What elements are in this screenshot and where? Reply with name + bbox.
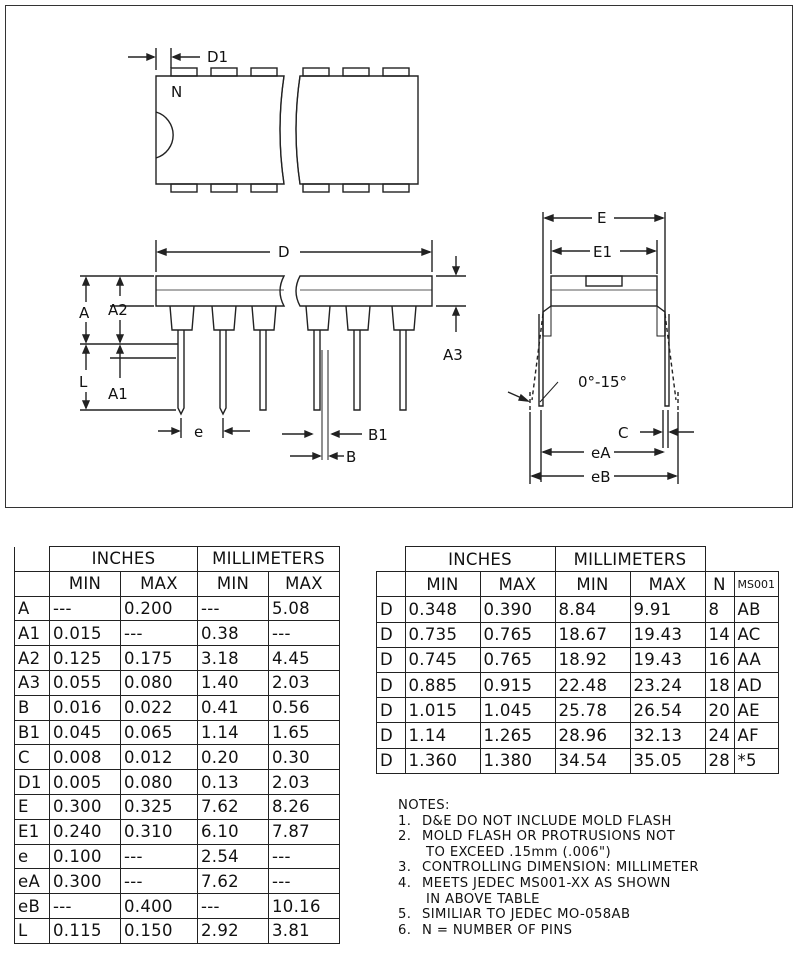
table-cell: ---	[50, 894, 121, 919]
table-cell: 0.300	[50, 794, 121, 819]
table-cell: ---	[269, 844, 340, 869]
note-number: 1.	[398, 813, 412, 829]
header-millimeters: MILLIMETERS	[555, 547, 705, 572]
table-cell: 1.045	[480, 698, 555, 723]
table-cell: 1.015	[405, 698, 480, 723]
table-cell: 7.62	[198, 794, 269, 819]
table-cell: ---	[198, 894, 269, 919]
table-subheader-row	[15, 571, 340, 596]
label-E: E	[597, 209, 607, 227]
table-cell: AD	[734, 672, 778, 697]
table-cell: 0.915	[480, 672, 555, 697]
table-cell: 0.016	[50, 695, 121, 720]
label-e: e	[194, 423, 204, 441]
table-row	[15, 720, 340, 745]
row-symbol: A3	[15, 670, 50, 695]
table-cell: 7.62	[198, 869, 269, 894]
table-cell: 24	[705, 723, 734, 748]
table-cell: 2.03	[269, 670, 340, 695]
table-header-row	[377, 547, 779, 572]
table-cell: 8.26	[269, 794, 340, 819]
note-text: MOLD FLASH OR PROTRUSIONS NOT	[422, 829, 676, 845]
table-header-row	[15, 547, 340, 572]
table-cell: 0.022	[121, 695, 198, 720]
header-inches: INCHES	[405, 547, 555, 572]
label-N: N	[171, 83, 183, 101]
note-text: SIMILIAR TO JEDEC MO-058AB	[422, 907, 631, 923]
header-ms001: MS001	[734, 572, 778, 597]
row-symbol: D	[377, 723, 406, 748]
table-row	[15, 695, 340, 720]
table-row	[377, 698, 779, 723]
note-number: 4.	[398, 875, 412, 891]
end-view	[508, 209, 694, 486]
row-symbol: A	[15, 596, 50, 621]
notes-list	[398, 814, 699, 939]
note-line	[398, 829, 699, 845]
table-cell: 0.30	[269, 745, 340, 770]
note-line	[398, 892, 699, 908]
table-cell: ---	[121, 621, 198, 646]
table-cell: AE	[734, 698, 778, 723]
table-cell: 0.200	[121, 596, 198, 621]
table-cell: 0.240	[50, 819, 121, 844]
table-cell: 32.13	[630, 723, 705, 748]
note-line	[398, 876, 699, 892]
note-line	[398, 923, 699, 939]
side-view	[79, 240, 466, 466]
table-row	[15, 646, 340, 671]
table-cell: 22.48	[555, 672, 630, 697]
header-max: MAX	[480, 572, 555, 597]
table-cell: AF	[734, 723, 778, 748]
table-cell: 2.03	[269, 770, 340, 795]
row-symbol: D	[377, 622, 406, 647]
label-E1: E1	[593, 243, 613, 261]
dimensions-table-body	[15, 596, 340, 943]
table-row	[377, 748, 779, 773]
table-cell: ---	[121, 869, 198, 894]
note-text: CONTROLLING DIMENSION: MILLIMETER	[422, 860, 699, 876]
table-cell: 0.100	[50, 844, 121, 869]
table-cell: 0.310	[121, 819, 198, 844]
table-row	[15, 745, 340, 770]
note-text: MEETS JEDEC MS001-XX AS SHOWN	[422, 875, 671, 891]
header-max: MAX	[269, 571, 340, 596]
label-angle: 0°-15°	[578, 373, 628, 391]
table-cell: ---	[50, 596, 121, 621]
table-cell: 25.78	[555, 698, 630, 723]
table-cell: 0.175	[121, 646, 198, 671]
note-number: 6.	[398, 922, 412, 938]
note-number: 2.	[398, 829, 412, 845]
row-symbol: D	[377, 748, 406, 773]
table-cell: 8.84	[555, 597, 630, 622]
table-cell: ---	[121, 844, 198, 869]
table-cell: 0.885	[405, 672, 480, 697]
table-cell: 1.14	[198, 720, 269, 745]
header-max: MAX	[630, 572, 705, 597]
header-min: MIN	[198, 571, 269, 596]
table-cell: 0.348	[405, 597, 480, 622]
table-row	[377, 723, 779, 748]
table-cell: 0.735	[405, 622, 480, 647]
table-cell: AC	[734, 622, 778, 647]
table-cell: 28	[705, 748, 734, 773]
package-length-table	[376, 546, 779, 774]
table-cell: *5	[734, 748, 778, 773]
table-cell: 18.92	[555, 647, 630, 672]
table-cell: 34.54	[555, 748, 630, 773]
table-cell: 3.81	[269, 918, 340, 943]
table-cell: ---	[269, 621, 340, 646]
note-line	[398, 860, 699, 876]
table-cell: 0.125	[50, 646, 121, 671]
notes	[398, 798, 699, 938]
table-cell: 26.54	[630, 698, 705, 723]
table-subheader-row	[377, 572, 779, 597]
table-cell: 0.745	[405, 647, 480, 672]
note-number: 5.	[398, 907, 412, 923]
table-cell: 0.13	[198, 770, 269, 795]
table-cell: 0.400	[121, 894, 198, 919]
table-row	[15, 918, 340, 943]
table-cell: 0.20	[198, 745, 269, 770]
table-cell: 0.765	[480, 647, 555, 672]
table-cell: 16	[705, 647, 734, 672]
header-min: MIN	[555, 572, 630, 597]
table-row	[15, 844, 340, 869]
table-cell: 23.24	[630, 672, 705, 697]
table-cell: 0.150	[121, 918, 198, 943]
table-cell: 14	[705, 622, 734, 647]
label-D1: D1	[207, 48, 229, 66]
table-cell: AB	[734, 597, 778, 622]
table-cell: 0.012	[121, 745, 198, 770]
row-symbol: D	[377, 597, 406, 622]
dimensions-table	[14, 546, 340, 944]
label-B: B	[346, 448, 357, 466]
table-cell: 1.14	[405, 723, 480, 748]
header-min: MIN	[405, 572, 480, 597]
table-cell: 3.18	[198, 646, 269, 671]
note-line	[398, 814, 699, 830]
table-row	[377, 622, 779, 647]
row-symbol: D1	[15, 770, 50, 795]
note-number: 3.	[398, 860, 412, 876]
table-cell: 0.300	[50, 869, 121, 894]
table-cell: 0.38	[198, 621, 269, 646]
table-cell: 4.45	[269, 646, 340, 671]
table-row	[377, 597, 779, 622]
table-row	[15, 819, 340, 844]
table-cell: 0.325	[121, 794, 198, 819]
row-symbol: eB	[15, 894, 50, 919]
label-B1: B1	[368, 426, 388, 444]
table-row	[15, 894, 340, 919]
row-symbol: D	[377, 698, 406, 723]
table-row	[15, 621, 340, 646]
table-cell: 5.08	[269, 596, 340, 621]
label-eB: eB	[591, 468, 611, 486]
table-cell: 0.045	[50, 720, 121, 745]
table-cell: ---	[198, 596, 269, 621]
row-symbol: C	[15, 745, 50, 770]
table-cell: 0.56	[269, 695, 340, 720]
row-symbol: E1	[15, 819, 50, 844]
table-row	[15, 770, 340, 795]
table-row	[377, 647, 779, 672]
header-n: N	[705, 572, 734, 597]
table-row	[15, 670, 340, 695]
table-cell: 0.005	[50, 770, 121, 795]
row-symbol: A1	[15, 621, 50, 646]
top-view	[128, 48, 418, 192]
label-D: D	[278, 243, 290, 261]
table-cell: 35.05	[630, 748, 705, 773]
row-symbol: B	[15, 695, 50, 720]
table-cell: 0.015	[50, 621, 121, 646]
table-cell: 9.91	[630, 597, 705, 622]
table-cell: 1.380	[480, 748, 555, 773]
notes-title: NOTES:	[398, 798, 450, 813]
table-cell: 1.65	[269, 720, 340, 745]
table-cell: 1.265	[480, 723, 555, 748]
label-A3: A3	[443, 346, 463, 364]
header-inches: INCHES	[50, 547, 198, 572]
package-table-body	[377, 597, 779, 773]
header-millimeters: MILLIMETERS	[198, 547, 340, 572]
table-row	[15, 794, 340, 819]
table-cell: 0.41	[198, 695, 269, 720]
table-cell: 2.54	[198, 844, 269, 869]
table-row	[15, 869, 340, 894]
note-text: N = NUMBER OF PINS	[422, 922, 573, 938]
note-line	[398, 907, 699, 923]
row-symbol: B1	[15, 720, 50, 745]
row-symbol: L	[15, 918, 50, 943]
table-cell: 1.360	[405, 748, 480, 773]
table-cell: 28.96	[555, 723, 630, 748]
label-L: L	[79, 373, 88, 391]
table-cell: 7.87	[269, 819, 340, 844]
table-cell: 18.67	[555, 622, 630, 647]
table-cell: 19.43	[630, 622, 705, 647]
row-symbol: A2	[15, 646, 50, 671]
pin1-notch	[156, 112, 173, 158]
label-A1: A1	[108, 385, 128, 403]
header-min: MIN	[50, 571, 121, 596]
table-cell: 18	[705, 672, 734, 697]
row-symbol: E	[15, 794, 50, 819]
table-cell: 10.16	[269, 894, 340, 919]
table-cell: 19.43	[630, 647, 705, 672]
row-symbol: e	[15, 844, 50, 869]
label-A: A	[79, 304, 90, 322]
note-line	[398, 845, 699, 861]
table-cell: 2.92	[198, 918, 269, 943]
header-max: MAX	[121, 571, 198, 596]
table-cell: 0.115	[50, 918, 121, 943]
table-cell: 0.765	[480, 622, 555, 647]
table-cell: 1.40	[198, 670, 269, 695]
note-text: TO EXCEED .15mm (.006")	[426, 844, 612, 860]
row-symbol: eA	[15, 869, 50, 894]
table-cell: ---	[269, 869, 340, 894]
note-text: IN ABOVE TABLE	[426, 891, 540, 907]
table-cell: 20	[705, 698, 734, 723]
table-cell: 8	[705, 597, 734, 622]
table-row	[15, 596, 340, 621]
label-A2: A2	[108, 301, 128, 319]
table-cell: 0.065	[121, 720, 198, 745]
table-cell: AA	[734, 647, 778, 672]
note-text: D&E DO NOT INCLUDE MOLD FLASH	[422, 813, 672, 829]
table-row	[377, 672, 779, 697]
label-C: C	[618, 424, 629, 442]
label-eA: eA	[591, 444, 611, 462]
table-cell: 0.055	[50, 670, 121, 695]
table-cell: 0.080	[121, 770, 198, 795]
row-symbol: D	[377, 672, 406, 697]
table-cell: 0.008	[50, 745, 121, 770]
table-cell: 6.10	[198, 819, 269, 844]
row-symbol: D	[377, 647, 406, 672]
table-cell: 0.390	[480, 597, 555, 622]
table-cell: 0.080	[121, 670, 198, 695]
